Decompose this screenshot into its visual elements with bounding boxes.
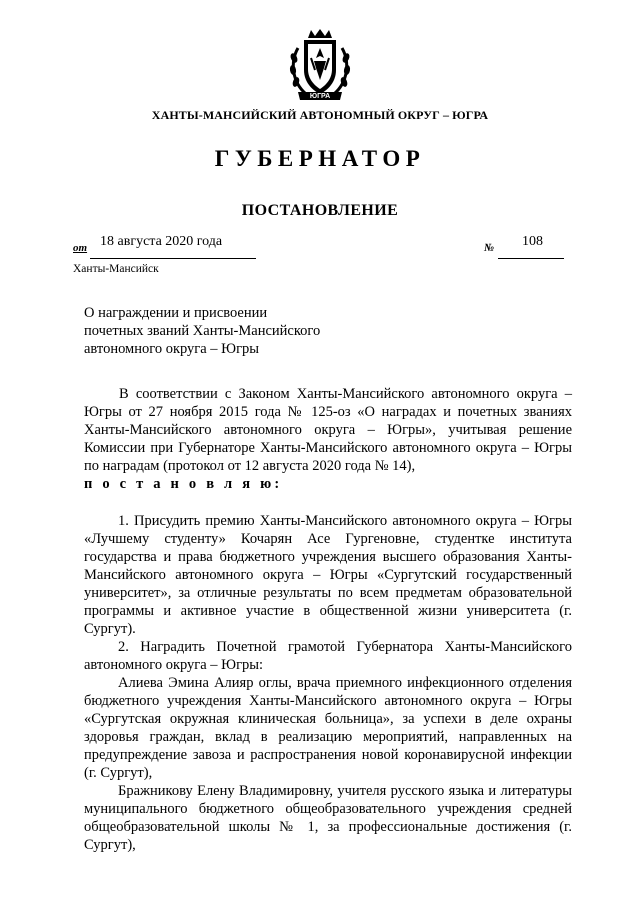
emblem-ribbon-label: ЮГРА	[309, 93, 331, 100]
decree-item: Алиева Эмина Алияр оглы, врача приемного инфекционного отделения бюджетного учреждения Ханты-Мансийского автономного округа – Югры «Сургутская окружная клиническая больница», за успехи в деле охраны здоровья граждан, вклад в реализацию мероприятий, направленных на предупреждение завоза и распространения новой коронавирусной инфекции (г. Сургут),	[84, 675, 572, 781]
decree-item: 1. Присудить премию Ханты-Мансийского автономного округа – Югры «Лучшему студенту» Кочарян Асе Гургеновне, студентке института государства и права бюджетного учреждения высшего образования Ханты-Мансийского автономного округа – Югры «Сургутский государственный университет», за отличные результаты по всем предметам образовательной программы и активное участие в общественной жизни университета (г. Сургут).	[84, 513, 572, 637]
subject-line: автономного округа – Югры	[84, 341, 260, 357]
decree-items	[84, 512, 572, 854]
issuer-title: ГУБЕРНАТОР	[214, 146, 426, 171]
decree-item: Бражникову Елену Владимировну, учителя русского языка и литературы муниципального бюджетного общеобразовательного учреждения средней общеобразовательной школы № 1, за профессиональные достижения (г. Сургут),	[84, 783, 572, 853]
document-subject	[84, 304, 320, 358]
document-number: 108	[522, 234, 543, 249]
date-prefix-label: от	[73, 242, 88, 254]
preamble-paragraph: В соответствии с Законом Ханты-Мансийского автономного округа – Югры от 27 ноября 2015 года № 125-оз «О наградах и почетных званиях Ханты-Мансийского автономного округа – Югры», учитывая решение Комиссии при Губернаторе Ханты-Мансийского автономного округа – Югры по наградам (протокол от 12 августа 2020 года № 14),	[84, 386, 572, 474]
number-underline	[498, 258, 564, 259]
subject-line: О награждении и присвоении	[84, 305, 268, 321]
date-underline	[90, 258, 256, 259]
decree-item: 2. Наградить Почетной грамотой Губернатора Ханты-Мансийского автономного округа – Югры:	[84, 639, 572, 673]
subject-line: почетных званий Ханты-Мансийского	[84, 323, 321, 339]
issue-city: Ханты-Мансийск	[73, 263, 159, 275]
decree-word: п о с т а н о в л я ю:	[84, 476, 283, 492]
preamble-block	[84, 385, 572, 493]
number-prefix-label: №	[484, 242, 495, 254]
document-date: 18 августа 2020 года	[100, 234, 223, 249]
document-type: ПОСТАНОВЛЕНИЕ	[241, 202, 399, 219]
region-name: ХАНТЫ-МАНСИЙСКИЙ АВТОНОМНЫЙ ОКРУГ – ЮГРА	[151, 108, 489, 122]
